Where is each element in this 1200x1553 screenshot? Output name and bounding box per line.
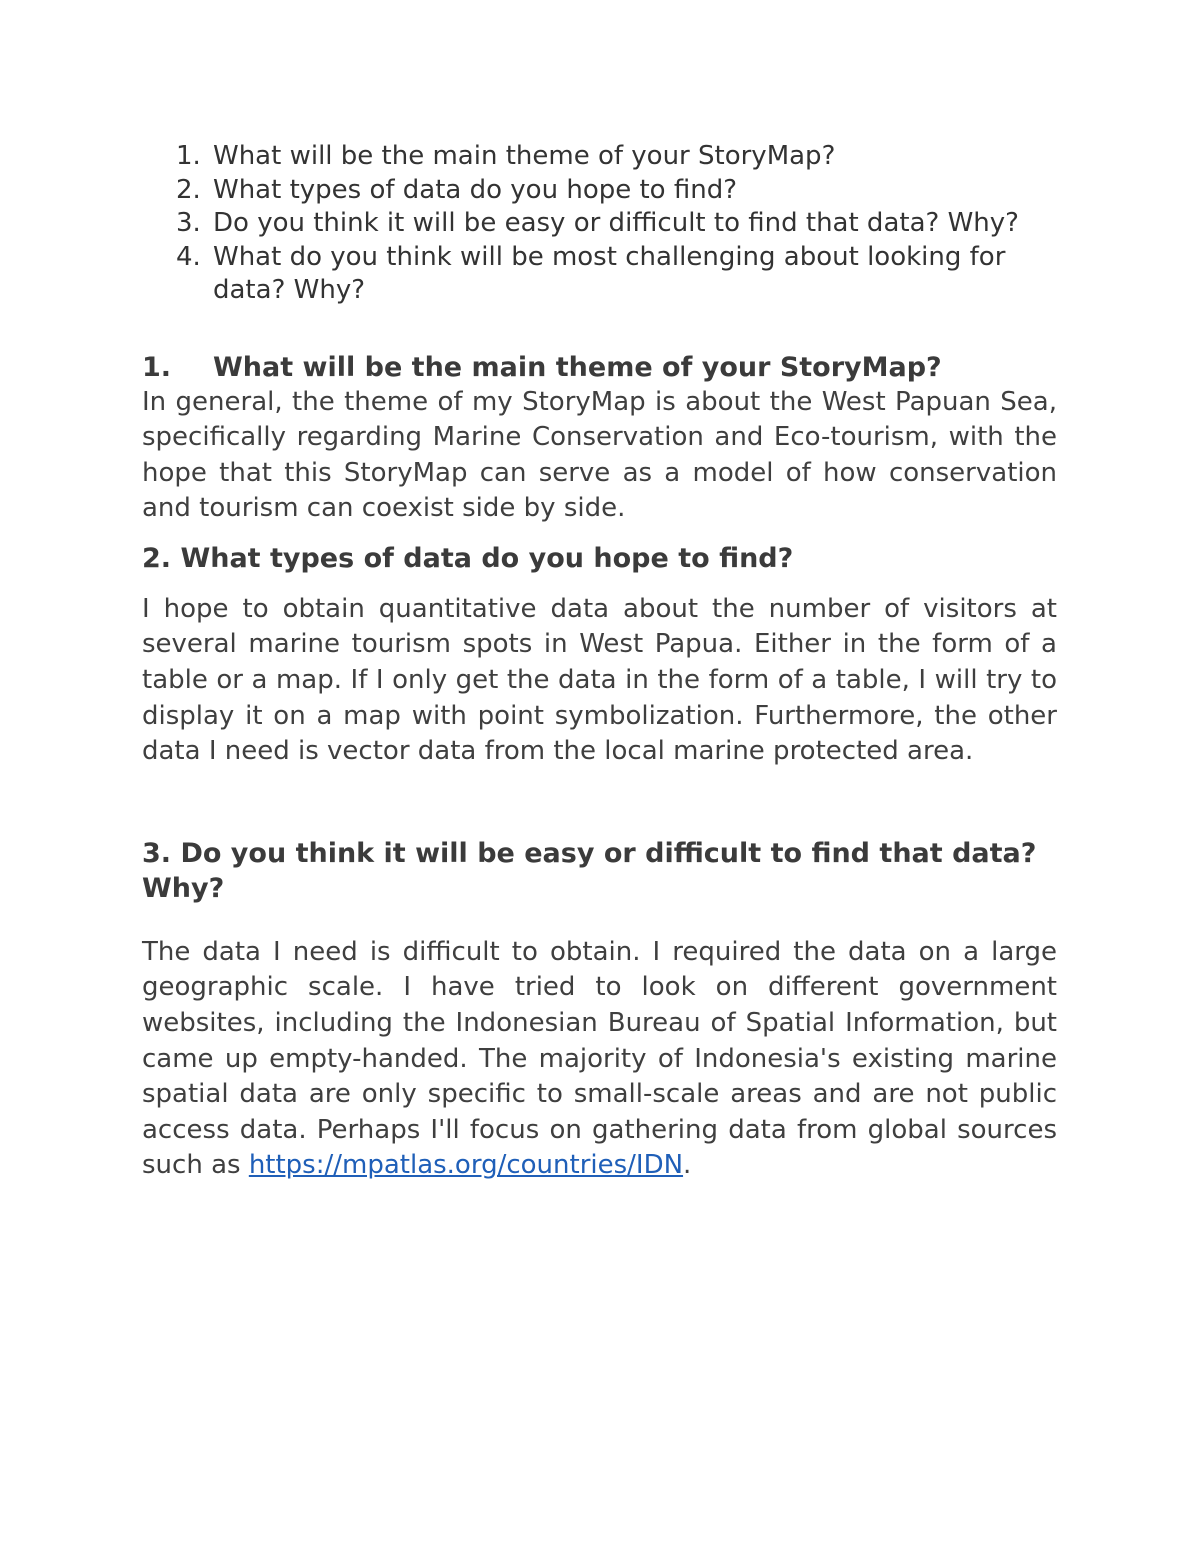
sentence-end: .: [683, 1150, 692, 1181]
question-item: [142, 174, 1057, 208]
list-number: 4.: [176, 241, 201, 272]
section-heading: 2. What types of data do you hope to find?: [142, 542, 794, 574]
question-item: [142, 241, 1057, 308]
question-item: [142, 140, 1057, 174]
list-number: 2.: [176, 174, 201, 205]
question-list: [142, 140, 1057, 308]
section-heading: 3. Do you think it will be easy or difficult to find that data? Why?: [142, 837, 1037, 904]
list-number: 3.: [176, 208, 201, 238]
section-body: I hope to obtain quantitative data about the number of visitors at several marine tourism spots in West Papua. Either in the form of a table or a map. If I only get the data in the form of a table, I will try to display it on a map with point symbolization. Furthermore, the other data I need is vector data from the local marine protected area.: [142, 593, 1057, 767]
document-page: [142, 140, 1057, 1184]
question-item: [142, 207, 1057, 241]
section-heading: [142, 350, 1057, 385]
question-text: What types of data do you hope to find?: [213, 174, 738, 205]
list-number: 1.: [176, 141, 201, 171]
section-body-text: The data I need is difficult to obtain. I required the data on a large geographic scale. I have tried to look on different government websites, including the Indonesian Bureau of Spatial Information, but came up empty-handed. The majority of Indonesia's existing marine spatial data are only specific to small-scale areas and are not public access data. Perhaps I'll focus on gathering data from global sources such as: [142, 936, 1057, 1181]
section-number: 1.: [142, 351, 172, 383]
question-text: What do you think will be most challenging about looking for data? Why?: [213, 241, 1006, 305]
question-text: Do you think it will be easy or difficult to find that data? Why?: [213, 208, 1019, 238]
mpatlas-link[interactable]: https://mpatlas.org/countries/IDN: [248, 1150, 684, 1181]
section-body: [142, 935, 1057, 1184]
question-text: What will be the main theme of your StoryMap?: [213, 141, 836, 171]
section-body: In general, the theme of my StoryMap is about the West Papuan Sea, specifically regarding Marine Conservation and Eco-tourism, with the hope that this StoryMap can serve as a model of how conservation and tourism can coexist side by side.: [142, 386, 1057, 524]
section-heading-text: What will be the main theme of your StoryMap?: [213, 351, 942, 383]
